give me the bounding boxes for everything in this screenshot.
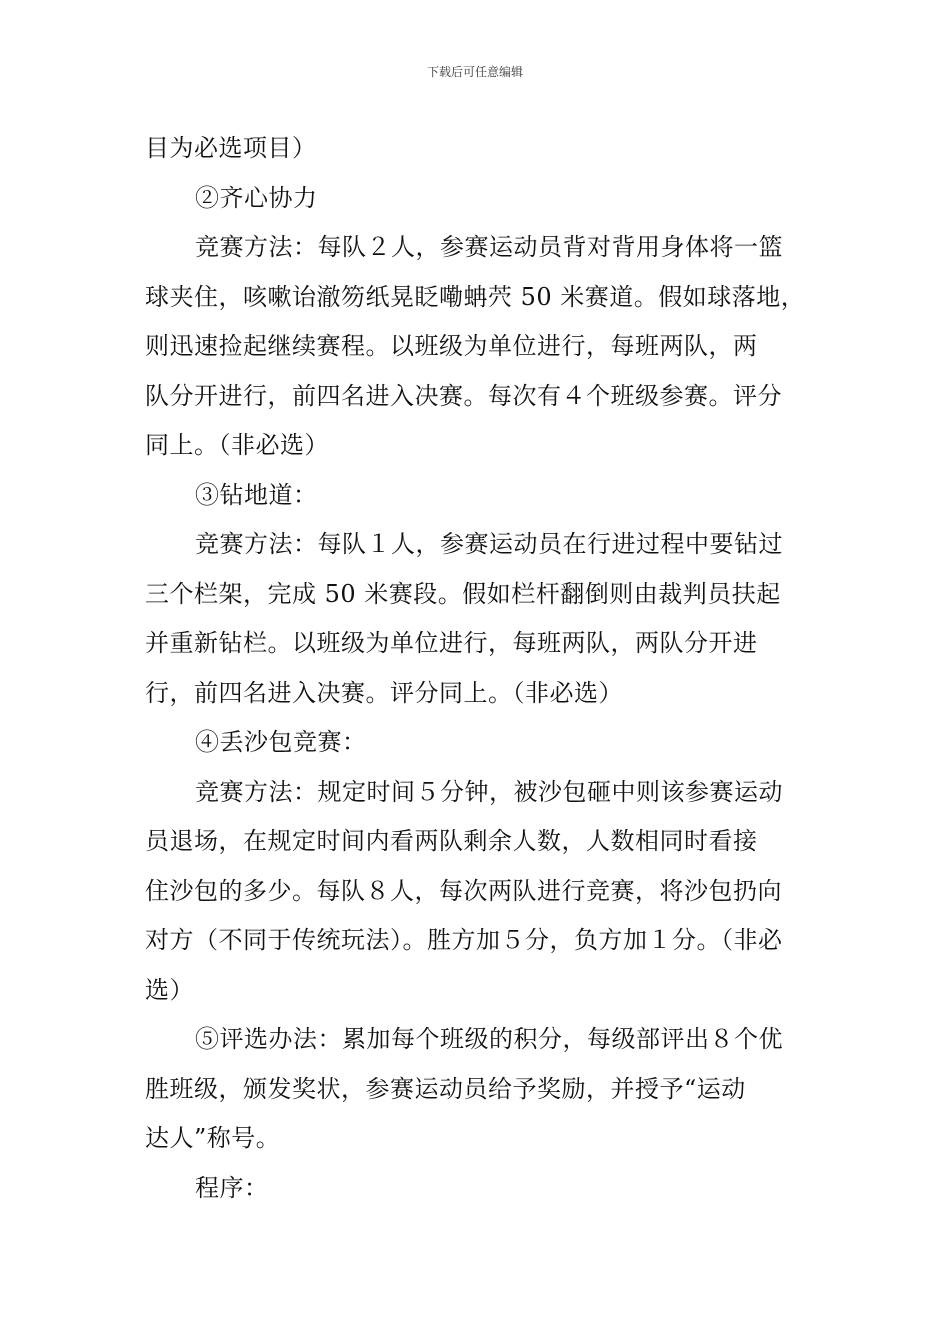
text-line: 行，前四名进入决赛。评分同上。（非必选） [145,678,623,707]
text-line: 目为必选项目） [145,134,317,162]
section-heading-zuan-didao: ③钻地道： [195,480,318,509]
text-line: 住沙包的多少。每队８人，每次两队进行竞赛，将沙包扔向 [145,876,782,905]
document-body [145,124,810,1213]
section-heading-pingxuan-banfa: ⑤评选办法：累加每个班级的积分，每级部评出８个优 [195,1025,783,1053]
text-line: 竞赛方法：规定时间５分钟，被沙包砸中则该参赛运动 [195,777,783,806]
section-heading-qixin-xieli: ②齐心协力 [195,183,318,212]
text-line: 则迅速捡起继续赛程。以班级为单位进行，每班两队，两 [145,332,758,360]
page-header: 下载后可任意编辑 [426,65,523,79]
text-line: 胜班级，颁发奖状，参赛运动员给予奖励，并授予“运动 [145,1074,746,1103]
text-line: 选） [145,975,194,1004]
text-line: 同上。（非必选） [145,431,329,459]
text-line: 三个栏架，完成 50 米赛段。假如栏杆翻倒则由裁判员扶起 [145,579,781,608]
section-heading-chengxu: 程序： [195,1173,269,1202]
text-line: 竞赛方法：每队２人，参赛运动员背对背用身体将一篮 [195,233,783,261]
text-line: 竞赛方法：每队１人，参赛运动员在行进过程中要钻过 [195,530,783,558]
text-line: 球夹住，咳嗽诒澈笏纸晃眨嘞蚺茓 50 米赛道。假如球落地， [145,282,806,311]
text-line: 达人”称号。 [145,1124,281,1152]
text-line: 队分开进行，前四名进入决赛。每次有４个班级参赛。评分 [145,381,782,410]
text-line: 员退场，在规定时间内看两队剩余人数，人数相同时看接 [145,827,758,855]
text-line: 并重新钻栏。以班级为单位进行，每班两队，两队分开进 [145,629,758,657]
text-line: 对方（不同于传统玩法）。胜方加５分，负方加１分。（非必 [145,926,783,954]
section-heading-diu-shabao: ④丢沙包竞赛： [195,728,367,756]
